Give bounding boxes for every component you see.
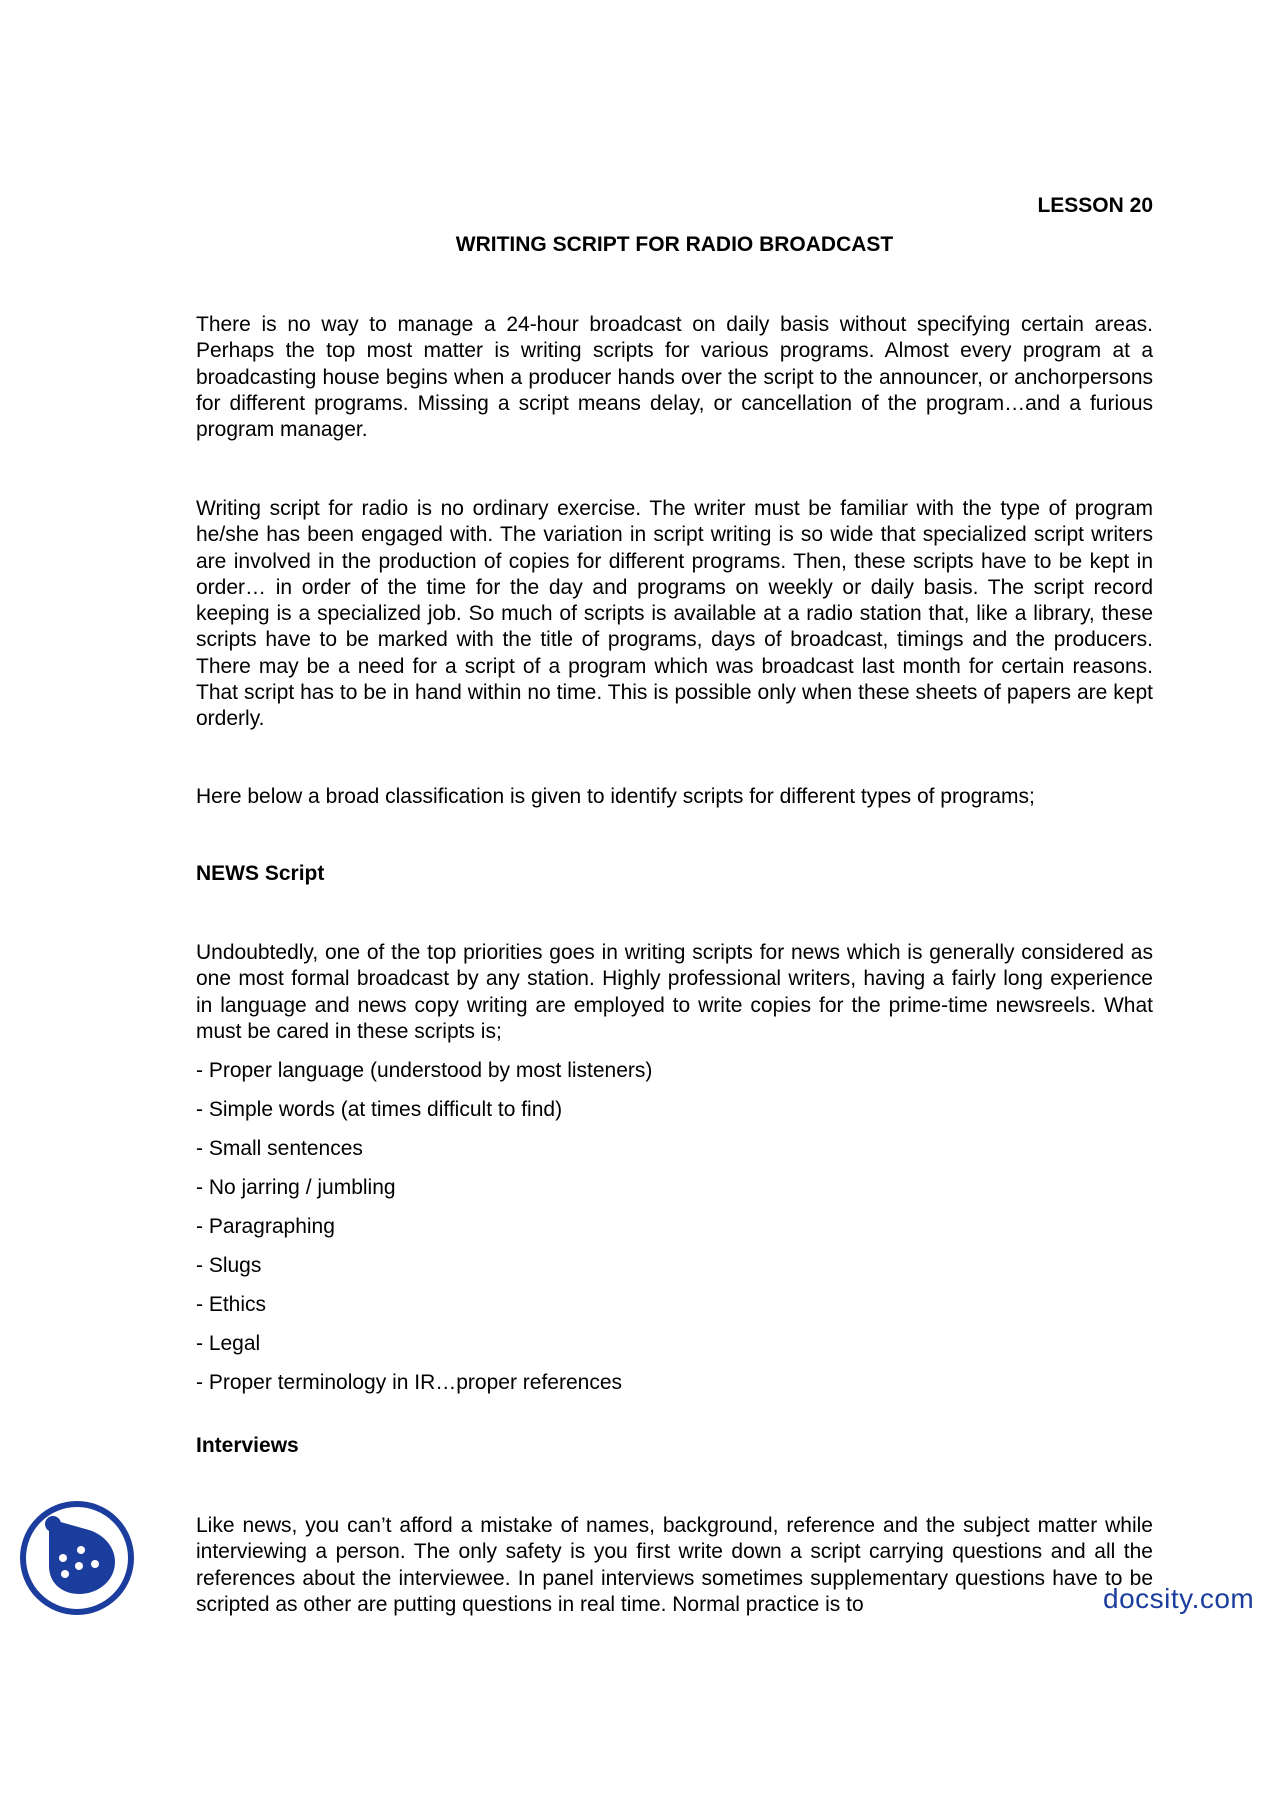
- page-title: WRITING SCRIPT FOR RADIO BROADCAST: [455, 233, 894, 256]
- list-item: - Ethics: [196, 1293, 267, 1316]
- heading-interviews: Interviews: [196, 1434, 299, 1457]
- list-item: - Proper language (understood by most listeners): [196, 1059, 653, 1082]
- docsity-watermark[interactable]: docsity.com: [1103, 1583, 1255, 1614]
- paragraph-news: Undoubtedly, one of the top priorities goes in writing scripts for news which is generally considered as one most formal broadcast by any station. Highly professional writers, having a fairly long experience in language and news copy writing are employed to write copies for the prime-time newsreels. What must be cared in these scripts is;: [196, 941, 1153, 1043]
- list-item: - Legal: [196, 1332, 261, 1355]
- list-item: - Slugs: [196, 1254, 262, 1277]
- list-item: - Paragraphing: [196, 1215, 335, 1238]
- heading-news-script: NEWS Script: [196, 862, 325, 885]
- list-item: - Small sentences: [196, 1137, 363, 1160]
- list-item: - Simple words (at times difficult to find): [196, 1098, 563, 1121]
- paragraph-classification: Here below a broad classification is given to identify scripts for different types of programs;: [196, 785, 1035, 808]
- paragraph-writing-script: Writing script for radio is no ordinary exercise. The writer must be familiar with the type of program he/she has been engaged with. The variation in script writing is so wide that specialized script writers are involved in the production of copies for different programs. Then, these scripts have to be kept in order… in order of the time for the day and programs on weekly or daily basis. The script record keeping is a specialized job. So much of scripts is available at a radio station that, like a library, these scripts have to be marked with the title of programs, days of broadcast, timings and the producers. There may be a need for a script of a program which was broadcast last month for certain reasons. That script has to be in hand within no time. This is possible only when these sheets of papers are kept orderly.: [196, 497, 1153, 731]
- paragraph-intro: There is no way to manage a 24-hour broadcast on daily basis without specifying certain areas. Perhaps the top most matter is writing scripts for various programs. Almost every program at a broadcasting house begins when a producer hands over the script to the announcer, or anchorpersons for different programs. Missing a script means delay, or cancellation of the program…and a furious program manager.: [196, 313, 1153, 442]
- docsity-logo-icon: [19, 1500, 135, 1616]
- lesson-number: LESSON 20: [1037, 194, 1153, 217]
- paragraph-interviews: Like news, you can’t afford a mistake of names, background, reference and the subject matter while interviewing a person. The only safety is you first write down a script carrying questions and all the references about the interviewee. In panel interviews sometimes supplementary questions have to be scripted as other are putting questions in real time. Normal practice is to: [196, 1514, 1153, 1616]
- list-item: - No jarring / jumbling: [196, 1176, 396, 1199]
- list-item: - Proper terminology in IR…proper references: [196, 1371, 623, 1394]
